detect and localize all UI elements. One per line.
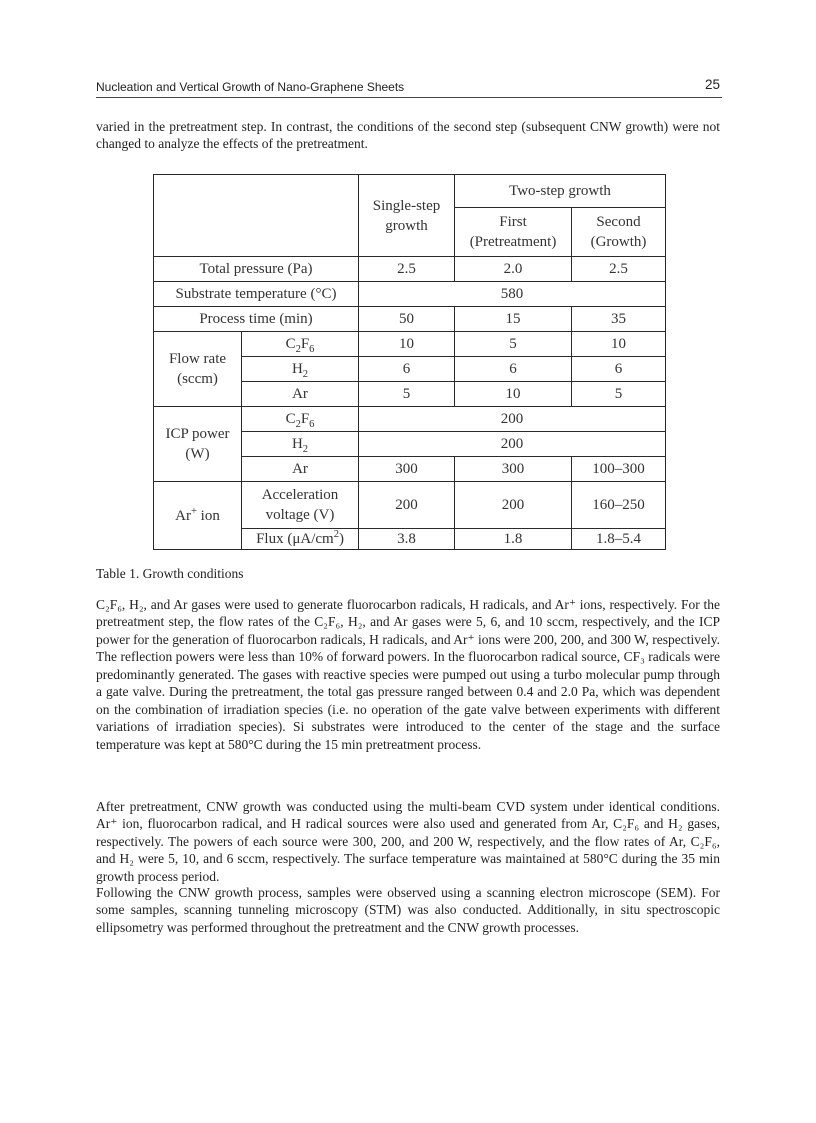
body-line: generated from Ar, C₂F₆ and H₂ gases, respectively. The powers of each source were 300, bbox=[96, 816, 721, 849]
body-line: process period. bbox=[137, 868, 220, 884]
cell-value: 1.8 bbox=[455, 529, 572, 550]
flux-label: Flux $(\mu A/cm^2)$ bbox=[242, 529, 359, 550]
row-label: Substrate temperature (°C) bbox=[154, 282, 359, 307]
body-line: respectively. For the pretreatment step, the flow rates of the C₂F₆, H₂, and Ar gases were 5, 6, bbox=[96, 597, 720, 630]
header-single-step: Single-step growth bbox=[359, 175, 455, 257]
cell-value: 10 bbox=[572, 332, 666, 357]
cell-value: 300 bbox=[455, 457, 572, 482]
cell-value: 160–250 bbox=[572, 482, 666, 529]
header-two-step: Two-step growth bbox=[455, 175, 666, 208]
body-line: 200, and 200 W, respectively, and the flow rates of Ar, C₂F₆, and H₂ were 5, 10, and 6 sccm, bbox=[96, 833, 720, 867]
cell-value: 6 bbox=[359, 357, 455, 382]
body-line: molecular pump through a gate valve. During the pretreatment, the total gas pressure bbox=[96, 666, 720, 700]
growth-conditions-table bbox=[153, 174, 666, 550]
cell-value: 200 bbox=[455, 482, 572, 529]
row-process-time bbox=[154, 307, 666, 332]
cell-value: 3.8 bbox=[359, 529, 455, 550]
page-number: 25 bbox=[704, 77, 720, 92]
body-line: C₂F₆, H₂, and Ar gases were used to generate fluorocarbon radicals, H radicals, and Ar⁺ ions, bbox=[96, 597, 606, 612]
body-line: After pretreatment, CNW growth was conducted using the multi-beam CVD system under bbox=[96, 799, 604, 814]
body-paragraph bbox=[96, 596, 720, 753]
body-line: respectively. The surface temperature was maintained at 580°C during the 35 min growth bbox=[96, 851, 720, 884]
species-label-h2: $H_2$ bbox=[242, 432, 359, 457]
body-line: predominantly generated. The gases with reactive species were pumped out using a turbo bbox=[96, 666, 582, 682]
cell-value: 200 bbox=[359, 432, 666, 457]
row-ar-ion-acceleration bbox=[154, 482, 666, 529]
cell-value: 2.5 bbox=[572, 257, 666, 282]
cell-value: 15 bbox=[455, 307, 572, 332]
header-rule bbox=[96, 97, 722, 98]
row-substrate-temperature bbox=[154, 282, 666, 307]
row-label: Total pressure (Pa) bbox=[154, 257, 359, 282]
body-paragraph bbox=[96, 884, 720, 936]
body-line: radicals, and Ar⁺ ions were 200, 200, and 300 W, respectively. The reflection powers were bbox=[96, 631, 721, 665]
cell-value: 2.0 bbox=[455, 257, 572, 282]
cell-value: 50 bbox=[359, 307, 455, 332]
intro-line: CNW growth) were not changed to analyze the effects of the pretreatment. bbox=[96, 119, 720, 152]
acceleration-voltage-label: Acceleration voltage (V) bbox=[242, 482, 359, 529]
row-flow-c2f6 bbox=[154, 332, 666, 357]
body-line: conducted. Additionally, in situ spectroscopic ellipsometry was performed throughout the bbox=[96, 902, 721, 935]
body-paragraph bbox=[96, 798, 720, 885]
table-caption: Table 1. Growth conditions bbox=[96, 566, 244, 581]
intro-line: varied in the pretreatment step. In contrast, the conditions of the second step (subsequent bbox=[96, 119, 586, 134]
cell-value: 6 bbox=[455, 357, 572, 382]
cell-value: 1.8–5.4 bbox=[572, 529, 666, 550]
running-header bbox=[96, 77, 722, 94]
cell-value: 100–300 bbox=[572, 457, 666, 482]
body-line: and 10 sccm, respectively, and the ICP power for the generation of fluorocarbon radicals, H bbox=[96, 614, 720, 647]
cell-value: 200 bbox=[359, 407, 666, 432]
header-second: Second (Growth) bbox=[572, 208, 666, 257]
header-first: First (Pretreatment) bbox=[455, 208, 572, 257]
cell-value: 35 bbox=[572, 307, 666, 332]
cell-value: 6 bbox=[572, 357, 666, 382]
body-line: identical conditions. Ar⁺ ion, fluorocarbon radical, and H radical sources were also used and bbox=[96, 799, 720, 832]
species-label-h2: $H_2$ bbox=[242, 357, 359, 382]
species-label-ar: Ar bbox=[242, 457, 359, 482]
species-label-c2f6: $C_2F_6$ bbox=[242, 407, 359, 432]
cell-value: 580 bbox=[359, 282, 666, 307]
cell-value: 10 bbox=[455, 382, 572, 407]
header-empty-cell bbox=[154, 175, 359, 257]
species-label-c2f6: $C_2F_6$ bbox=[242, 332, 359, 357]
body-line: species (i.e. no operation of the gate valve between experiments with different variations of bbox=[96, 701, 721, 735]
row-label: Process time (min) bbox=[154, 307, 359, 332]
row-icp-c2f6 bbox=[154, 407, 666, 432]
body-line: microscope (SEM). For some samples, scanning tunneling microscopy (STM) was also bbox=[96, 885, 721, 918]
row-total-pressure bbox=[154, 257, 666, 282]
cell-value: 2.5 bbox=[359, 257, 455, 282]
body-line: irradiation species). Si substrates were introduced to the center of the stage and the surface bbox=[175, 719, 721, 735]
header-row bbox=[154, 175, 666, 208]
cell-value: 5 bbox=[455, 332, 572, 357]
group-label-flow-rate: Flow rate (sccm) bbox=[154, 332, 242, 407]
cell-value: 300 bbox=[359, 457, 455, 482]
species-label-ar: Ar bbox=[242, 382, 359, 407]
intro-paragraph bbox=[96, 118, 720, 153]
body-line: less than 10% of forward powers. In the fluorocarbon radical source, CF₃ radicals were bbox=[247, 649, 721, 665]
body-line: ranged between 0.4 and 2.0 Pa, which was dependent on the combination of irradiation bbox=[96, 684, 720, 717]
group-label-ar-ion: Ar+ ion bbox=[154, 482, 242, 550]
body-line: temperature was kept at 580°C during the 15 min pretreatment process. bbox=[96, 736, 482, 752]
cell-value: 5 bbox=[359, 382, 455, 407]
cell-value: 10 bbox=[359, 332, 455, 357]
cell-value: 200 bbox=[359, 482, 455, 529]
group-label-icp-power: ICP power (W) bbox=[154, 407, 242, 482]
body-line: Following the CNW growth process, samples were observed using a scanning electron bbox=[96, 885, 584, 900]
cell-value: 5 bbox=[572, 382, 666, 407]
body-line: pretreatment and the CNW growth processes. bbox=[333, 919, 580, 935]
running-title: Nucleation and Vertical Growth of Nano-Graphene Sheets bbox=[96, 80, 405, 94]
